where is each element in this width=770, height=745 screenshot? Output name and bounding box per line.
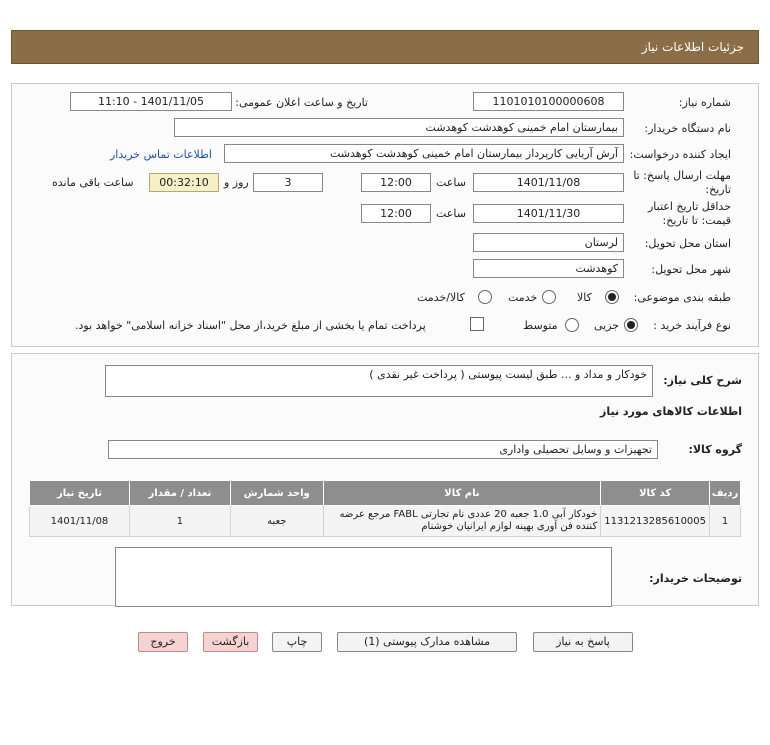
process-radio-minor[interactable] xyxy=(624,318,638,332)
treasury-payment-checkbox[interactable] xyxy=(470,317,484,331)
cell-code: 1131213285610005 xyxy=(601,506,710,537)
process-radio-medium[interactable] xyxy=(565,318,579,332)
deadline-time-field: 12:00 xyxy=(361,173,431,192)
goods-table-header xyxy=(30,481,741,506)
need-info-panel xyxy=(11,83,759,347)
city-label: شهر محل تحویل: xyxy=(651,263,731,276)
deadline-label-2: تاریخ: xyxy=(705,183,731,196)
description-field: خودکار و مداد و ... طبق لیست پیوستی ( پرداخت غیر نقدی ) xyxy=(105,365,653,397)
buyer-notes-field xyxy=(115,547,612,607)
goods-group-field: تجهیزات و وسایل تحصیلی واداری xyxy=(108,440,658,459)
deadline-date-field: 1401/11/08 xyxy=(473,173,624,192)
page-title: جزئیات اطلاعات نیاز xyxy=(641,40,744,54)
reply-button[interactable]: پاسخ به نیاز xyxy=(533,632,633,652)
description-label: شرح کلی نیاز: xyxy=(663,374,742,387)
print-button[interactable]: چاپ xyxy=(272,632,322,652)
category-label: طبقه بندی موضوعی: xyxy=(633,291,731,304)
col-unit: واحد شمارش xyxy=(230,481,323,506)
announce-label: تاریخ و ساعت اعلان عمومی: xyxy=(235,96,368,109)
need-number-label: شماره نیاز: xyxy=(678,96,731,109)
col-date: تاریخ نیاز xyxy=(30,481,130,506)
buyer-org-label: نام دستگاه خریدار: xyxy=(644,122,731,135)
col-name: نام کالا xyxy=(323,481,601,506)
validity-time-label: ساعت xyxy=(436,207,466,220)
province-field: لرستان xyxy=(473,233,624,252)
creator-label: ایجاد کننده درخواست: xyxy=(629,148,731,161)
announce-field: 1401/11/05 - 11:10 xyxy=(70,92,232,111)
validity-time-field: 12:00 xyxy=(361,204,431,223)
category-radio-goods[interactable] xyxy=(605,290,619,304)
exit-button[interactable]: خروج xyxy=(138,632,188,652)
city-field: کوهدشت xyxy=(473,259,624,278)
validity-label-2: قیمت: تا تاریخ: xyxy=(662,214,731,227)
need-number-field: 1101010100000608 xyxy=(473,92,624,111)
cell-row: 1 xyxy=(710,506,741,537)
goods-info-title: اطلاعات کالاهای مورد نیاز xyxy=(600,405,742,418)
process-option-minor: جزیی xyxy=(594,319,620,332)
buyer-org-field: بیمارستان امام خمینی کوهدشت کوهدشت xyxy=(174,118,624,137)
creator-field: آرش آریایی کارپرداز بیمارستان امام خمینی کوهدشت کوهدشت xyxy=(224,144,624,163)
remaining-time-field: 00:32:10 xyxy=(149,173,219,192)
remaining-time-label: ساعت باقی مانده xyxy=(52,176,134,189)
process-label: نوع فرآیند خرید : xyxy=(653,319,731,332)
goods-table xyxy=(29,480,741,537)
days-field: 3 xyxy=(253,173,323,192)
col-code: کد کالا xyxy=(601,481,710,506)
province-label: استان محل تحویل: xyxy=(644,237,731,250)
cell-unit: جعبه xyxy=(230,506,323,537)
days-label: روز و xyxy=(224,176,249,189)
category-option-both: کالا/خدمت xyxy=(417,291,465,304)
treasury-payment-note: پرداخت تمام یا بخشی از مبلغ خرید،از محل "اسناد خزانه اسلامی" خواهد بود. xyxy=(75,319,426,332)
buyer-notes-label: توضیحات خریدار: xyxy=(649,572,742,585)
category-radio-service[interactable] xyxy=(542,290,556,304)
table-row xyxy=(30,506,741,537)
col-row: ردیف xyxy=(710,481,741,506)
attachments-button[interactable]: مشاهده مدارک پیوستی (1) xyxy=(337,632,517,652)
page-header xyxy=(11,30,759,64)
cell-qty: 1 xyxy=(129,506,230,537)
cell-date: 1401/11/08 xyxy=(30,506,130,537)
category-option-goods: کالا xyxy=(577,291,592,304)
col-qty: تعداد / مقدار xyxy=(129,481,230,506)
deadline-time-label: ساعت xyxy=(436,176,466,189)
validity-date-field: 1401/11/30 xyxy=(473,204,624,223)
cell-name: خودکار آبی 1.0 جعبه 20 عددی نام تجارتی FABL مرجع عرضه کننده فن آوری بهینه لوازم ایرانیان خوشنام xyxy=(323,506,601,537)
category-radio-both[interactable] xyxy=(478,290,492,304)
goods-group-label: گروه کالا: xyxy=(688,443,742,456)
process-option-medium: متوسط xyxy=(523,319,558,332)
contact-info-link[interactable]: اطلاعات تماس خریدار xyxy=(110,148,212,161)
category-option-service: خدمت xyxy=(508,291,538,304)
deadline-label: مهلت ارسال پاسخ: تا xyxy=(633,169,731,182)
back-button[interactable]: بازگشت xyxy=(203,632,258,652)
validity-label: حداقل تاریخ اعتبار xyxy=(647,200,731,213)
